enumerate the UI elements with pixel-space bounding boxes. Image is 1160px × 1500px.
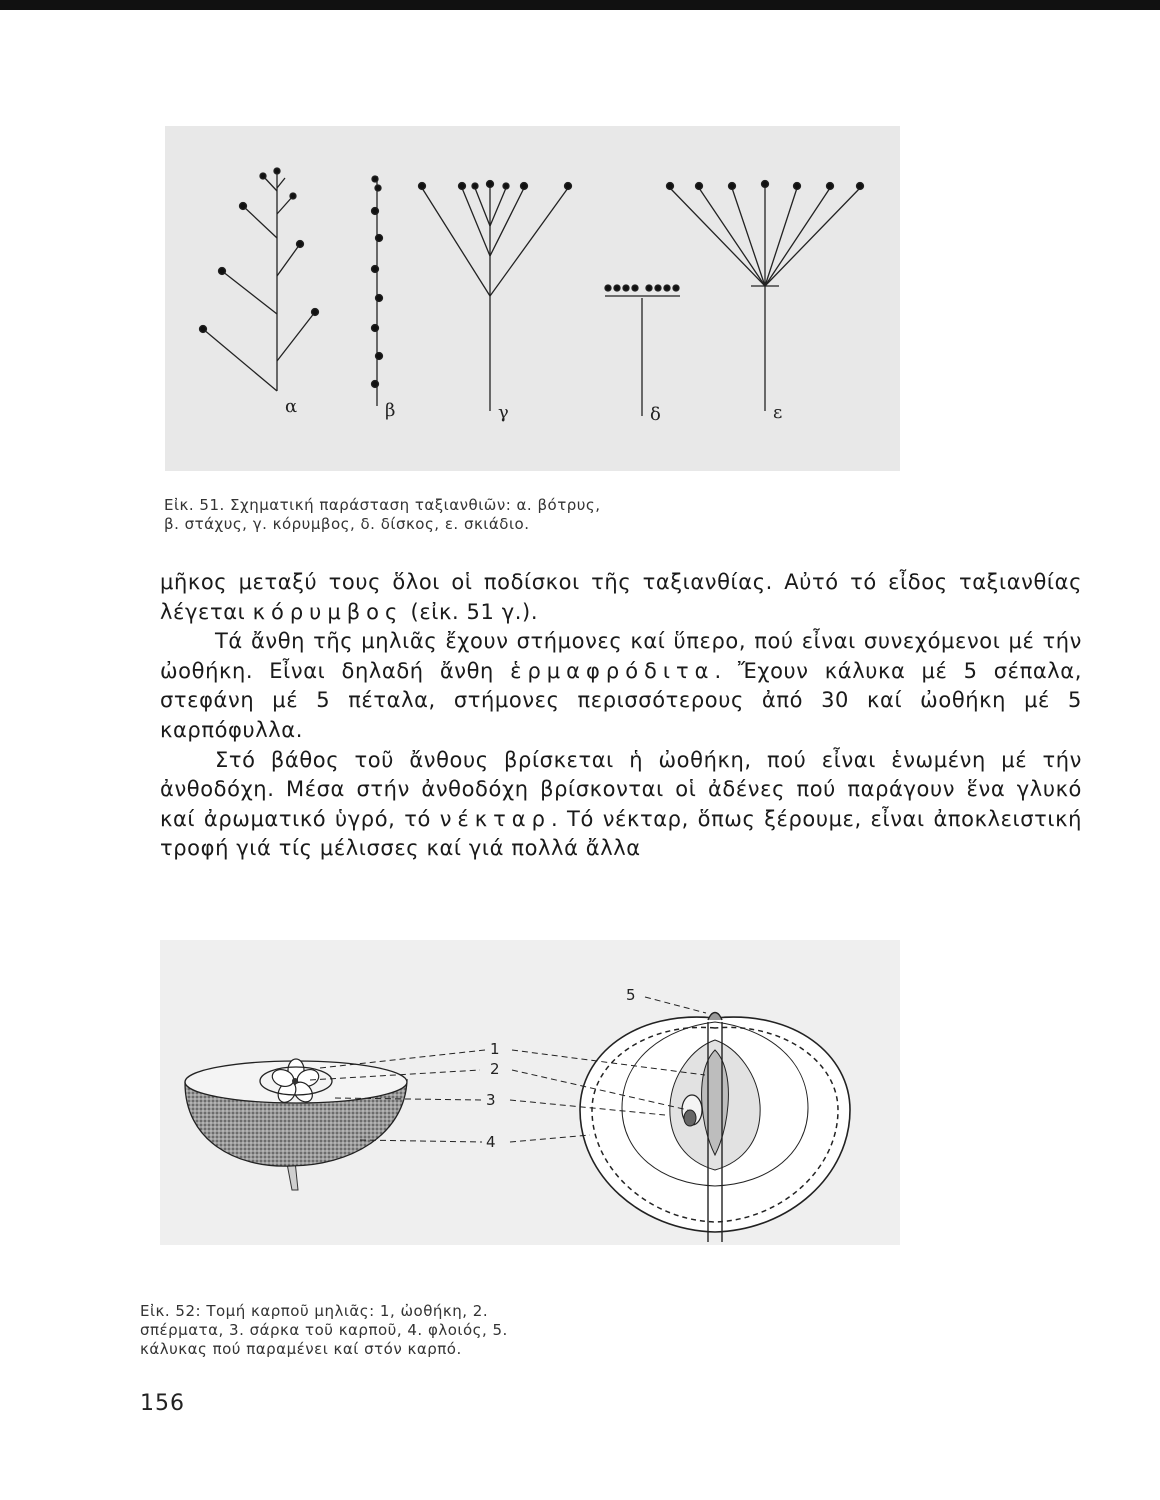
paragraph-1-text-a: μῆκος μεταξύ τους ὅλοι οἱ ποδίσκοι τῆς ταξιανθίας. Αὐτό τό εἶδος ταξιανθίας λέγεται bbox=[160, 570, 1082, 624]
paragraph-1-text-b: (εἰκ. 51 γ.). bbox=[403, 599, 539, 624]
figure-51-label-gamma: γ bbox=[498, 402, 509, 423]
figure-52-label-5: 5 bbox=[626, 986, 636, 1004]
term-korymvos: κόρυμβος bbox=[252, 599, 404, 624]
raceme-drawing bbox=[200, 168, 319, 391]
figure-51-inflorescence-diagram bbox=[165, 126, 900, 471]
figure-51-label-epsilon: ε bbox=[773, 402, 783, 423]
figure-52-label-1: 1 bbox=[490, 1040, 500, 1058]
corymb-drawing bbox=[419, 181, 572, 412]
paragraph-2-text-a: Τά ἄνθη τῆς μηλιᾶς ἔχουν στήμονες καί ὕπερο, πού εἶναι συνεχόμενοι μέ τήν ὠοθήκη. Εἶναι δηλαδή ἄνθη bbox=[160, 629, 1082, 683]
figure-52-caption-line-2: σπέρματα, 3. σάρκα τοῦ καρποῦ, 4. φλοιός, 5. bbox=[140, 1321, 508, 1339]
figure-52-label-4: 4 bbox=[486, 1133, 496, 1151]
top-border bbox=[0, 0, 1160, 10]
spike-drawing bbox=[372, 176, 383, 406]
capitulum-drawing bbox=[605, 285, 680, 416]
figure-52-caption-line-3: κάλυκας πού παραμένει καί στόν καρπό. bbox=[140, 1340, 462, 1358]
figure-52-caption bbox=[140, 1302, 610, 1359]
term-nektar: νέκταρ bbox=[439, 806, 551, 831]
paragraph-2 bbox=[160, 627, 1082, 745]
figure-52-caption-line-1: Εἰκ. 52: Τομή καρποῦ μηλιᾶς: 1, ὠοθήκη, 2. bbox=[140, 1302, 489, 1320]
figure-52-apple-section-diagram bbox=[160, 940, 900, 1245]
page-number: 156 bbox=[140, 1391, 185, 1416]
paragraph-3 bbox=[160, 746, 1082, 864]
figure-52-label-3: 3 bbox=[486, 1091, 496, 1109]
umbel-drawing bbox=[667, 181, 864, 412]
paragraph-3-text-a: Στό βάθος τοῦ ἄνθους βρίσκεται ἡ ὠοθήκη, πού εἶναι ἑνωμένη μέ τήν ἀνθοδόχη. Μέσα στήν ἀνθοδόχη βρίσκονται οἱ ἀδένες πού παράγουν ἕνα γλυκό καί ἀρωματικό ὑγρό, τό bbox=[160, 747, 1082, 831]
paragraph-1 bbox=[160, 568, 1082, 627]
figure-51-caption bbox=[164, 496, 724, 534]
figure-51-label-beta: β bbox=[385, 400, 396, 421]
paragraph-2-text-b: . Ἔχουν κάλυκα μέ 5 σέπαλα, στεφάνη μέ 5 πέταλα, στήμονες περισσότερους ἀπό 30 καί ὠοθήκη μέ 5 καρπόφυλλα. bbox=[160, 658, 1083, 742]
term-ermafrodita: ἑρμαφρόδιτα bbox=[510, 658, 715, 683]
figure-51-caption-line-1: Εἰκ. 51. Σχηματική παράσταση ταξιανθιῶν: α. βότρυς, bbox=[164, 496, 601, 514]
figure-51-caption-line-2: β. στάχυς, γ. κόρυμβος, δ. δίσκος, ε. σκιάδιο. bbox=[164, 515, 530, 533]
figure-52-label-2: 2 bbox=[490, 1060, 500, 1078]
figure-51-label-alpha: α bbox=[285, 396, 298, 417]
figure-51-label-delta: δ bbox=[650, 404, 661, 425]
paragraph-3-text-b: . Τό νέκταρ, ὅπως ξέρουμε, εἶναι ἀποκλειστική τροφή γιά τίς μέλισσες καί γιά πολλά ἄλλα bbox=[160, 806, 1083, 861]
apple-longitudinal-section-drawing bbox=[580, 1013, 850, 1243]
body-text bbox=[160, 568, 1082, 864]
half-apple-drawing bbox=[185, 1059, 407, 1190]
